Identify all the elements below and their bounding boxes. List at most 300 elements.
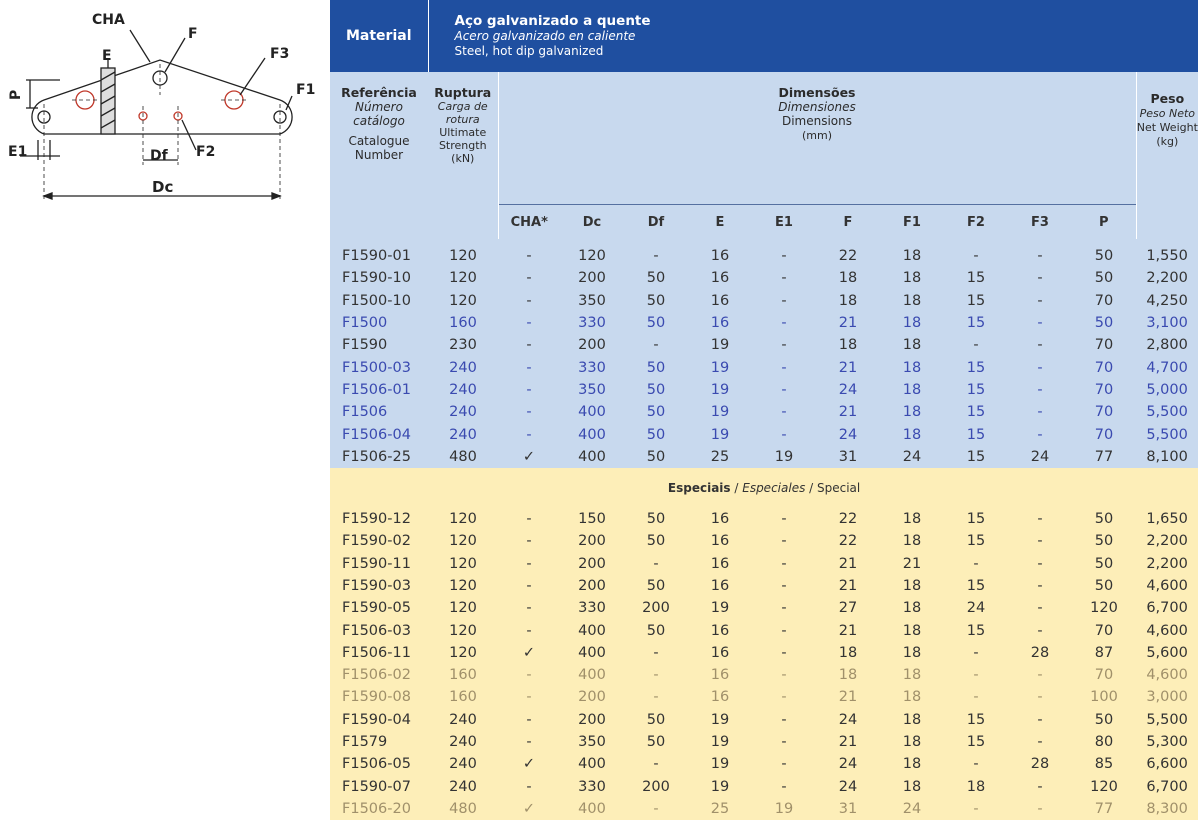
table-cell: - <box>1008 312 1072 334</box>
label-f1: F1 <box>296 82 316 98</box>
table-cell: 2,800 <box>1136 334 1198 356</box>
reference-header: Referência Número catálogo Catalogue Number <box>330 72 428 239</box>
table-cell: 330 <box>560 356 624 378</box>
table-cell: 70 <box>1072 664 1136 686</box>
table-cell: 200 <box>560 709 624 731</box>
col-f2: F2 <box>944 205 1008 240</box>
label-e1: E1 <box>8 144 28 160</box>
table-cell: 18 <box>880 356 944 378</box>
table-cell: 50 <box>624 709 688 731</box>
col-f: F <box>816 205 880 240</box>
table-cell: 15 <box>944 401 1008 423</box>
table-cell: 200 <box>560 575 624 597</box>
catalogue-number-cell: F1590-12 <box>330 508 428 530</box>
table-cell: 16 <box>688 290 752 312</box>
table-cell: - <box>944 334 1008 356</box>
table-cell: - <box>1008 686 1072 708</box>
table-cell: - <box>752 709 816 731</box>
table-cell: 15 <box>944 575 1008 597</box>
table-cell: 200 <box>624 597 688 619</box>
table-cell: 31 <box>816 446 880 468</box>
label-e: E <box>102 48 112 64</box>
table-cell: 85 <box>1072 753 1136 775</box>
table-cell: - <box>752 401 816 423</box>
table-cell: 50 <box>624 731 688 753</box>
table-cell: 4,600 <box>1136 619 1198 641</box>
table-cell: 6,700 <box>1136 776 1198 798</box>
table-cell: 19 <box>688 597 752 619</box>
table-row <box>330 267 1198 289</box>
table-cell: 400 <box>560 619 624 641</box>
table-cell: - <box>752 290 816 312</box>
table-cell: 240 <box>428 356 498 378</box>
table-cell: 160 <box>428 664 498 686</box>
table-cell: 24 <box>816 776 880 798</box>
table-cell: 1,650 <box>1136 508 1198 530</box>
table-cell: 5,000 <box>1136 379 1198 401</box>
table-cell: 50 <box>1072 530 1136 552</box>
table-cell: - <box>1008 508 1072 530</box>
catalogue-number-cell: F1590-05 <box>330 597 428 619</box>
table-cell: 2,200 <box>1136 267 1198 289</box>
table-cell: 18 <box>816 290 880 312</box>
table-cell: - <box>498 245 560 267</box>
table-cell: 240 <box>428 423 498 445</box>
table-cell: 80 <box>1072 731 1136 753</box>
col-f1: F1 <box>880 205 944 240</box>
catalogue-number-cell: F1590-10 <box>330 267 428 289</box>
material-header: Material <box>330 0 428 72</box>
table-cell: 15 <box>944 619 1008 641</box>
table-cell: - <box>752 553 816 575</box>
table-cell: 3,100 <box>1136 312 1198 334</box>
table-cell: 22 <box>816 530 880 552</box>
table-cell: 31 <box>816 798 880 820</box>
table-cell: 18 <box>880 664 944 686</box>
table-cell: 18 <box>880 267 944 289</box>
table-cell: 24 <box>816 379 880 401</box>
table-cell: 120 <box>428 619 498 641</box>
table-row <box>330 619 1198 641</box>
table-cell: 50 <box>624 575 688 597</box>
table-cell: 16 <box>688 508 752 530</box>
table-cell: - <box>752 664 816 686</box>
table-cell: 18 <box>880 530 944 552</box>
table-cell: 50 <box>1072 553 1136 575</box>
table-cell: 5,500 <box>1136 423 1198 445</box>
table-cell: 24 <box>880 446 944 468</box>
table-cell: 21 <box>880 553 944 575</box>
catalogue-number-cell: F1506-02 <box>330 664 428 686</box>
table-cell: - <box>1008 379 1072 401</box>
table-cell: 160 <box>428 312 498 334</box>
catalogue-number-cell: F1590-04 <box>330 709 428 731</box>
catalogue-number-cell: F1506-04 <box>330 423 428 445</box>
table-cell: 200 <box>560 553 624 575</box>
table-cell: 70 <box>1072 401 1136 423</box>
col-p: P <box>1072 205 1136 240</box>
table-cell: 18 <box>880 619 944 641</box>
table-cell: 25 <box>688 446 752 468</box>
table-cell: - <box>624 753 688 775</box>
table-cell: 240 <box>428 753 498 775</box>
table-cell: - <box>752 686 816 708</box>
table-cell: 15 <box>944 446 1008 468</box>
table-cell: 160 <box>428 686 498 708</box>
table-cell: 480 <box>428 798 498 820</box>
table-cell: - <box>498 597 560 619</box>
table-cell: - <box>752 619 816 641</box>
table-cell: 19 <box>688 753 752 775</box>
table-cell: - <box>624 334 688 356</box>
table-row <box>330 709 1198 731</box>
table-cell: - <box>498 312 560 334</box>
table-cell: 18 <box>880 245 944 267</box>
table-cell: 18 <box>880 597 944 619</box>
table-cell: 50 <box>1072 575 1136 597</box>
table-cell: 8,300 <box>1136 798 1198 820</box>
table-cell: 240 <box>428 776 498 798</box>
table-cell: 25 <box>688 798 752 820</box>
table-cell: 50 <box>624 312 688 334</box>
table-cell: 15 <box>944 356 1008 378</box>
table-cell: 200 <box>560 530 624 552</box>
col-e1: E1 <box>752 205 816 240</box>
table-cell: 18 <box>816 334 880 356</box>
table-row <box>330 798 1198 820</box>
table-cell: 18 <box>880 508 944 530</box>
table-cell: 15 <box>944 508 1008 530</box>
table-cell: 200 <box>624 776 688 798</box>
table-cell: 50 <box>624 379 688 401</box>
table-cell: 120 <box>428 530 498 552</box>
table-cell: 18 <box>880 575 944 597</box>
table-cell: 21 <box>816 619 880 641</box>
table-cell: - <box>1008 423 1072 445</box>
table-cell: - <box>498 553 560 575</box>
table-cell: 120 <box>1072 597 1136 619</box>
table-cell: 330 <box>560 776 624 798</box>
table-cell: - <box>752 508 816 530</box>
table-cell: 18 <box>880 686 944 708</box>
table-cell: 350 <box>560 379 624 401</box>
table-cell: - <box>1008 709 1072 731</box>
table-row <box>330 776 1198 798</box>
weight-header: Peso Peso Neto Net Weight (kg) <box>1136 72 1198 239</box>
table-cell: - <box>1008 267 1072 289</box>
table-cell: - <box>752 267 816 289</box>
table-cell: 18 <box>880 312 944 334</box>
catalogue-number-cell: F1500-10 <box>330 290 428 312</box>
table-cell: 18 <box>880 401 944 423</box>
catalogue-number-cell: F1500-03 <box>330 356 428 378</box>
table-cell: 15 <box>944 423 1008 445</box>
table-cell: - <box>944 798 1008 820</box>
table-row <box>330 575 1198 597</box>
table-cell: 19 <box>688 356 752 378</box>
table-cell: - <box>1008 575 1072 597</box>
table-cell: 15 <box>944 709 1008 731</box>
col-dc: Dc <box>560 205 624 240</box>
table-cell: - <box>1008 290 1072 312</box>
table-row <box>330 597 1198 619</box>
table-cell: 350 <box>560 290 624 312</box>
table-cell: - <box>624 245 688 267</box>
table-cell: 50 <box>624 508 688 530</box>
table-cell: 16 <box>688 245 752 267</box>
table-cell: 240 <box>428 709 498 731</box>
table-cell: 24 <box>816 709 880 731</box>
table-cell: 16 <box>688 619 752 641</box>
table-cell: - <box>498 575 560 597</box>
table-cell: 240 <box>428 731 498 753</box>
table-cell: 15 <box>944 530 1008 552</box>
table-cell: - <box>498 664 560 686</box>
table-row <box>330 334 1198 356</box>
table-cell: - <box>498 379 560 401</box>
table-cell: - <box>752 245 816 267</box>
table-cell: - <box>752 334 816 356</box>
table-cell: 120 <box>428 245 498 267</box>
table-cell: 50 <box>624 290 688 312</box>
table-cell: - <box>752 356 816 378</box>
table-cell: 400 <box>560 446 624 468</box>
table-cell: 50 <box>624 446 688 468</box>
table-cell: 24 <box>816 423 880 445</box>
table-cell: - <box>498 686 560 708</box>
table-cell: - <box>1008 619 1072 641</box>
table-cell: 120 <box>560 245 624 267</box>
table-cell: - <box>944 642 1008 664</box>
special-rows <box>330 508 1198 820</box>
table-cell: 21 <box>816 356 880 378</box>
table-cell: 15 <box>944 731 1008 753</box>
catalogue-number-cell: F1590-07 <box>330 776 428 798</box>
table-cell: 120 <box>428 290 498 312</box>
table-cell: - <box>752 597 816 619</box>
material-en: Steel, hot dip galvanized <box>454 43 604 58</box>
table-cell: 70 <box>1072 379 1136 401</box>
table-cell: 16 <box>688 686 752 708</box>
table-cell: - <box>624 553 688 575</box>
table-cell: - <box>498 267 560 289</box>
table-cell: 15 <box>944 379 1008 401</box>
table-cell: - <box>752 642 816 664</box>
table-cell: 120 <box>1072 776 1136 798</box>
table-cell: - <box>752 731 816 753</box>
table-cell: 70 <box>1072 423 1136 445</box>
table-cell: 120 <box>428 553 498 575</box>
table-cell: 1,550 <box>1136 245 1198 267</box>
table-cell: 19 <box>688 423 752 445</box>
label-f3: F3 <box>270 46 290 62</box>
table-cell: - <box>498 530 560 552</box>
table-cell: ✓ <box>498 642 560 664</box>
table-cell: 15 <box>944 312 1008 334</box>
table-cell: 19 <box>688 401 752 423</box>
table-cell: - <box>752 530 816 552</box>
table-cell: 18 <box>880 642 944 664</box>
material-es: Acero galvanizado en caliente <box>454 28 636 43</box>
table-cell: 21 <box>816 686 880 708</box>
table-row <box>330 401 1198 423</box>
table-cell: 21 <box>816 731 880 753</box>
table-cell: - <box>498 731 560 753</box>
table-cell: 4,600 <box>1136 575 1198 597</box>
table-cell: 50 <box>624 356 688 378</box>
table-cell: 70 <box>1072 356 1136 378</box>
table-cell: - <box>1008 401 1072 423</box>
table-cell: 400 <box>560 664 624 686</box>
table-cell: 5,500 <box>1136 709 1198 731</box>
table-cell: - <box>498 619 560 641</box>
table-cell: - <box>752 753 816 775</box>
table-cell: 18 <box>880 334 944 356</box>
table-cell: 28 <box>1008 642 1072 664</box>
table-cell: 50 <box>624 401 688 423</box>
catalogue-number-cell: F1590-02 <box>330 530 428 552</box>
table-cell: 18 <box>880 290 944 312</box>
table-cell: 150 <box>560 508 624 530</box>
material-description <box>428 0 1198 72</box>
table-cell: 6,700 <box>1136 597 1198 619</box>
table-cell: 5,500 <box>1136 401 1198 423</box>
table-cell: 120 <box>428 597 498 619</box>
table-cell: 350 <box>560 731 624 753</box>
catalogue-number-cell: F1579 <box>330 731 428 753</box>
table-cell: 4,250 <box>1136 290 1198 312</box>
table-cell: 200 <box>560 686 624 708</box>
table-cell: 400 <box>560 753 624 775</box>
table-cell: - <box>1008 597 1072 619</box>
table-cell: - <box>944 245 1008 267</box>
table-row <box>330 731 1198 753</box>
catalogue-number-cell: F1506-20 <box>330 798 428 820</box>
table-cell: 19 <box>688 776 752 798</box>
catalogue-number-cell: F1506-03 <box>330 619 428 641</box>
table-cell: 330 <box>560 312 624 334</box>
table-row <box>330 753 1198 775</box>
table-cell: 28 <box>1008 753 1072 775</box>
table-cell: 19 <box>752 798 816 820</box>
catalogue-table-container <box>330 0 1198 820</box>
table-cell: - <box>752 575 816 597</box>
table-cell: 330 <box>560 597 624 619</box>
table-cell: 16 <box>688 267 752 289</box>
table-row <box>330 245 1198 267</box>
catalogue-number-cell: F1590-11 <box>330 553 428 575</box>
table-cell: - <box>1008 798 1072 820</box>
table-cell: 50 <box>1072 709 1136 731</box>
table-cell: ✓ <box>498 446 560 468</box>
table-cell: - <box>1008 530 1072 552</box>
table-row <box>330 508 1198 530</box>
table-cell: 50 <box>624 530 688 552</box>
table-cell: 400 <box>560 401 624 423</box>
table-cell: 22 <box>816 245 880 267</box>
table-cell: 21 <box>816 575 880 597</box>
table-cell: 3,000 <box>1136 686 1198 708</box>
table-cell: 400 <box>560 642 624 664</box>
table-cell: 5,300 <box>1136 731 1198 753</box>
table-cell: 24 <box>1008 446 1072 468</box>
table-row <box>330 530 1198 552</box>
table-cell: 18 <box>816 267 880 289</box>
table-cell: 70 <box>1072 290 1136 312</box>
table-cell: 18 <box>944 776 1008 798</box>
table-cell: 77 <box>1072 798 1136 820</box>
table-cell: - <box>624 686 688 708</box>
table-cell: 87 <box>1072 642 1136 664</box>
table-cell: - <box>752 423 816 445</box>
table-cell: - <box>498 356 560 378</box>
table-cell: - <box>944 553 1008 575</box>
table-cell: 16 <box>688 642 752 664</box>
ruptura-header: Ruptura Carga de rotura Ultimate Strength (kN) <box>428 72 498 239</box>
dimensions-header: Dimensões Dimensiones Dimensions (mm) <box>498 72 1136 205</box>
table-cell: - <box>752 312 816 334</box>
label-f: F <box>188 26 198 42</box>
table-cell: - <box>1008 334 1072 356</box>
table-cell: 16 <box>688 530 752 552</box>
table-cell: 18 <box>816 642 880 664</box>
table-cell: 19 <box>688 379 752 401</box>
table-cell: 2,200 <box>1136 530 1198 552</box>
standard-rows <box>330 245 1198 468</box>
table-cell: 50 <box>624 423 688 445</box>
table-cell: 24 <box>880 798 944 820</box>
table-cell: 200 <box>560 267 624 289</box>
table-row <box>330 686 1198 708</box>
table-cell: 22 <box>816 508 880 530</box>
table-cell: 5,600 <box>1136 642 1198 664</box>
table-cell: - <box>498 508 560 530</box>
catalogue-number-cell: F1506-11 <box>330 642 428 664</box>
table-row <box>330 642 1198 664</box>
table-cell: 240 <box>428 401 498 423</box>
catalogue-number-cell: F1590-03 <box>330 575 428 597</box>
table-cell: - <box>498 776 560 798</box>
label-df: Df <box>150 148 168 164</box>
table-cell: 50 <box>1072 267 1136 289</box>
table-row <box>330 290 1198 312</box>
table-cell: 50 <box>624 619 688 641</box>
table-cell: - <box>1008 245 1072 267</box>
table-cell: 200 <box>560 334 624 356</box>
table-cell: 4,700 <box>1136 356 1198 378</box>
label-p: P <box>8 89 24 100</box>
table-cell: 18 <box>816 664 880 686</box>
table-cell: 400 <box>560 798 624 820</box>
table-cell: 21 <box>816 553 880 575</box>
table-cell: 6,600 <box>1136 753 1198 775</box>
table-cell: - <box>624 798 688 820</box>
table-cell: - <box>1008 731 1072 753</box>
table-cell: 16 <box>688 575 752 597</box>
catalogue-number-cell: F1500 <box>330 312 428 334</box>
catalogue-number-cell: F1506-05 <box>330 753 428 775</box>
table-cell: 120 <box>428 642 498 664</box>
table-cell: 8,100 <box>1136 446 1198 468</box>
col-cha: CHA* <box>498 205 560 240</box>
special-section-label: Especiais / Especiales / Special <box>330 468 1198 508</box>
table-cell: 120 <box>428 508 498 530</box>
table-cell: 480 <box>428 446 498 468</box>
catalogue-number-cell: F1590-08 <box>330 686 428 708</box>
table-cell: 120 <box>428 575 498 597</box>
table-cell: - <box>498 290 560 312</box>
table-cell: 120 <box>428 267 498 289</box>
